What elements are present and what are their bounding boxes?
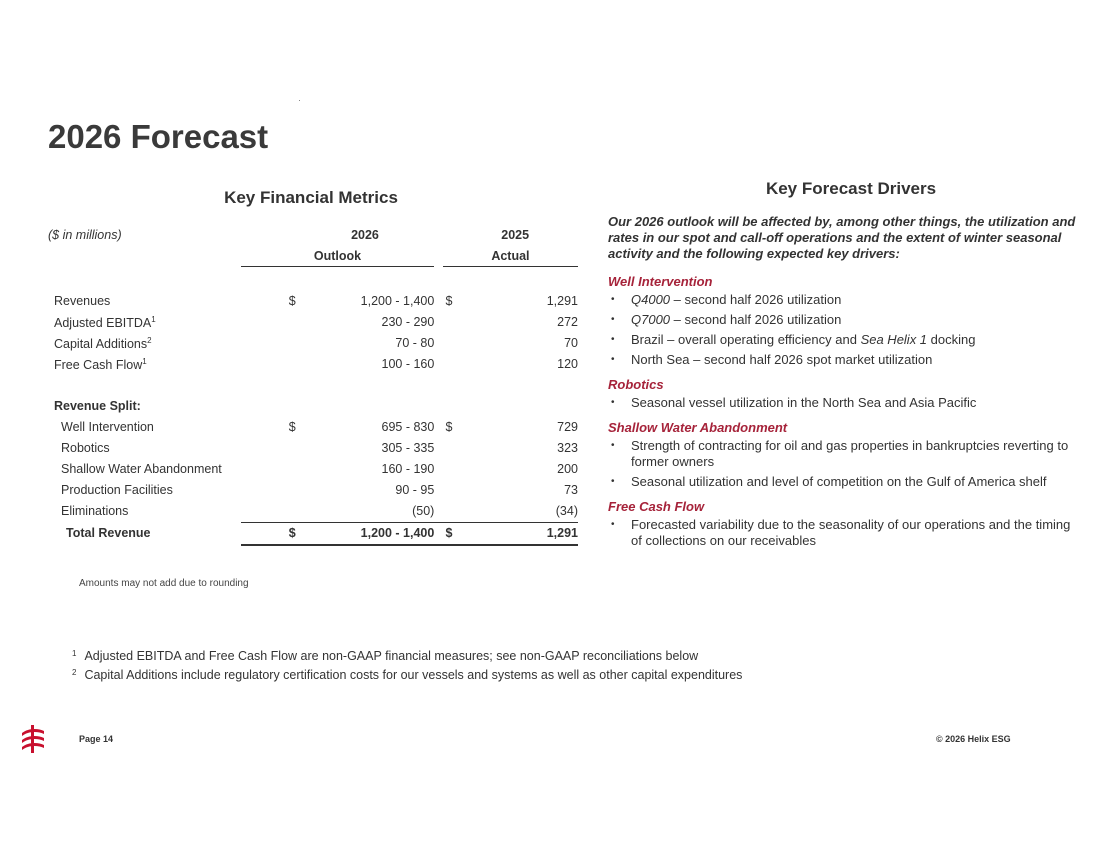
footnote (72, 649, 742, 663)
row-value-2026: 100 - 160 (381, 357, 435, 371)
col1-subheader: Outlook (241, 245, 435, 267)
list-item (608, 352, 1078, 368)
list-item (608, 517, 1078, 549)
bullet-icon: • (611, 440, 615, 451)
table-row (48, 312, 578, 333)
list-item-text: docking (927, 332, 976, 347)
footnote-text: Adjusted EBITDA and Free Cash Flow are non-GAAP financial measures; see non-GAAP reconciliations below (84, 649, 699, 663)
col2-subheader: Actual (443, 245, 578, 267)
driver-heading-shallow-water: Shallow Water Abandonment (608, 420, 788, 435)
list-item (608, 332, 1078, 348)
list-item (608, 438, 1078, 470)
page-title: 2026 Forecast (48, 118, 269, 155)
list-item-text: Forecasted variability due to the seasonality of our operations and the timing of collections on our receivables (631, 517, 1071, 548)
list-item-text: – second half 2026 utilization (670, 292, 842, 307)
driver-list-shallow-water (608, 438, 1078, 490)
split-label: Eliminations (61, 504, 129, 519)
list-item-text: Seasonal utilization and level of competition on the Gulf of America shelf (631, 474, 1047, 489)
revenue-split-label: Revenue Split: (54, 399, 141, 413)
copyright: © 2026 Helix ESG (936, 734, 1011, 744)
split-value-2026: 695 - 830 (381, 420, 435, 434)
split-value-2025: 729 (557, 420, 578, 434)
currency-sign: $ (241, 522, 296, 545)
table-subheader-row (48, 245, 578, 267)
list-item (608, 395, 1078, 411)
row-label: Free Cash Flow (54, 357, 143, 372)
total-row (48, 522, 578, 545)
bullet-icon: • (611, 314, 615, 325)
col2-year: 2025 (501, 227, 530, 242)
list-item-text: Strength of contracting for oil and gas properties in bankruptcies reverting to former owners (631, 438, 1069, 469)
units-label: ($ in millions) (48, 227, 122, 242)
split-label: Shallow Water Abandonment (61, 462, 222, 476)
footnote-ref: 2 (147, 335, 152, 345)
driver-heading-well-intervention: Well Intervention (608, 274, 713, 289)
total-label: Total Revenue (66, 526, 151, 541)
split-value-2025: 73 (564, 483, 578, 497)
list-item (608, 312, 1078, 328)
bullet-icon: • (611, 334, 615, 345)
table-row (48, 333, 578, 354)
drivers-panel (608, 214, 1078, 558)
list-item-text: Brazil – overall operating efficiency and (631, 332, 861, 347)
split-value-2026: 160 - 190 (381, 462, 435, 476)
row-value-2026: 230 - 290 (381, 315, 435, 329)
currency-sign: $ (445, 294, 453, 308)
footnote-number: 2 (72, 668, 77, 677)
split-value-2026: 90 - 95 (395, 483, 435, 497)
vessel-name: Q7000 (631, 312, 671, 327)
split-label: Robotics (61, 441, 110, 455)
driver-heading-robotics: Robotics (608, 377, 664, 392)
metrics-section-title: Key Financial Metrics (224, 188, 398, 207)
split-value-2025: 200 (557, 462, 578, 476)
page-number: Page 14 (79, 734, 114, 744)
row-value-2025: 70 (564, 336, 578, 350)
row-value-2025: 1,291 (546, 294, 578, 308)
drivers-intro: Our 2026 outlook will be affected by, among other things, the utilization and rates in our spot and call-off operations and the extent of winter seasonal activity and the following expected key drivers: (608, 214, 1076, 261)
helix-logo-icon (20, 725, 46, 753)
split-label: Production Facilities (61, 483, 173, 497)
row-label: Revenues (54, 294, 111, 308)
footnote-ref: 1 (151, 314, 156, 324)
financial-metrics-table (48, 224, 578, 546)
row-value-2026: 70 - 80 (395, 336, 435, 350)
table-row (48, 459, 578, 480)
drivers-section-title: Key Forecast Drivers (765, 179, 937, 198)
bullet-icon: • (611, 519, 615, 530)
vessel-name: Sea Helix 1 (860, 332, 928, 347)
row-label: Adjusted EBITDA (54, 315, 152, 330)
currency-sign: $ (288, 294, 296, 308)
rounding-note: Amounts may not add due to rounding (79, 578, 249, 589)
list-item-text: Seasonal vessel utilization in the North Sea and Asia Pacific (631, 395, 977, 410)
decorative-dot (299, 100, 300, 101)
table-row (48, 480, 578, 501)
currency-sign: $ (288, 420, 296, 434)
total-value-2026: 1,200 - 1,400 (296, 522, 435, 545)
row-value-2026: 1,200 - 1,400 (360, 294, 435, 308)
split-value-2025: 323 (557, 441, 578, 455)
col1-year: 2026 (351, 227, 379, 242)
list-item (608, 474, 1078, 490)
footnotes (72, 649, 742, 687)
footnote-text: Capital Additions include regulatory certification costs for our vessels and systems as well as other capital expenditures (84, 668, 743, 682)
bullet-icon: • (611, 354, 615, 365)
split-value-2025: (34) (555, 504, 578, 518)
table-row (48, 438, 578, 459)
row-value-2025: 272 (557, 315, 578, 329)
currency-sign: $ (443, 522, 453, 545)
split-value-2026: 305 - 335 (381, 441, 435, 455)
split-value-2026: (50) (412, 504, 435, 518)
row-label: Capital Additions (54, 336, 148, 351)
list-item (608, 292, 1078, 308)
currency-sign: $ (445, 420, 453, 434)
list-item-text: – second half 2026 utilization (670, 312, 842, 327)
footnote-number: 1 (72, 649, 77, 658)
table-header-row (48, 224, 578, 245)
bullet-icon: • (611, 476, 615, 487)
driver-list-robotics (608, 395, 1078, 411)
table-row (48, 501, 578, 523)
vessel-name: Q4000 (631, 292, 671, 307)
table-row (48, 354, 578, 375)
bullet-icon: • (611, 397, 615, 408)
total-value-2025: 1,291 (452, 522, 578, 545)
driver-list-free-cash-flow (608, 517, 1078, 549)
driver-list-well-intervention (608, 292, 1078, 368)
table-row (48, 291, 578, 312)
list-item-text: North Sea – second half 2026 spot market utilization (631, 352, 933, 367)
bullet-icon: • (611, 294, 615, 305)
footnote-ref: 1 (142, 356, 147, 366)
table-row (48, 417, 578, 438)
row-value-2025: 120 (557, 357, 578, 371)
footnote (72, 668, 742, 682)
split-header-row (48, 396, 578, 417)
split-label: Well Intervention (61, 420, 154, 434)
driver-heading-free-cash-flow: Free Cash Flow (608, 499, 705, 514)
